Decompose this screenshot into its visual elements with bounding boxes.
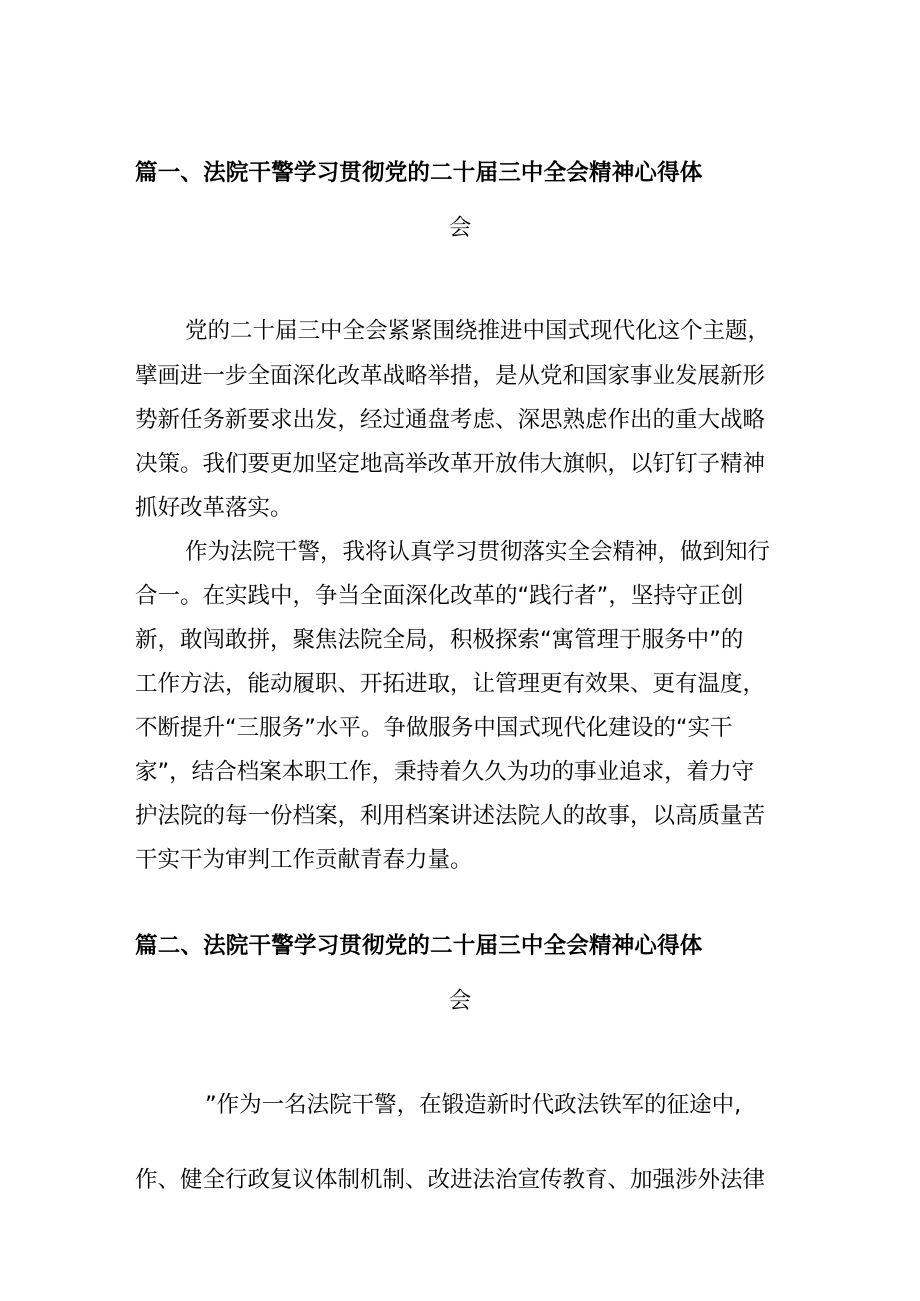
section1-heading-line2: 会: [448, 215, 472, 241]
paragraph-line: 护法院的每一份档案，利用档案讲述法院人的故事，以高质量苦: [135, 803, 766, 829]
paragraph-line: 新，敢闯敢拼，聚焦法院全局，积极探索“寓管理于服务中”的: [135, 627, 744, 653]
paragraph-line: 干实干为审判工作贡献青春力量。: [135, 847, 473, 873]
paragraph-line: 不断提升“三服务”水平。争做服务中国式现代化建设的“实干: [135, 715, 733, 741]
paragraph-line: 作、健全行政复议体制机制、改进法治宣传教育、加强涉外法律: [135, 1167, 766, 1193]
paragraph-line: 抓好改革落实。: [135, 495, 293, 521]
paragraph-line: 作为法院干警，我将认真学习贯彻落实全会精神，做到知行: [185, 539, 771, 565]
paragraph-line: 合一。在实践中，争当全面深化改革的“践行者”，坚持守正创: [135, 583, 744, 609]
paragraph-line: 擘画进一步全面深化改革战略举措，是从党和国家事业发展新形: [135, 363, 766, 389]
paragraph-line: ”作为一名法院干警，在锻造新时代政法铁军的征途中,: [205, 1092, 742, 1118]
section2-heading-line1: 篇二、法院干警学习贯彻党的二十届三中全会精神心得体: [135, 933, 703, 959]
paragraph-line: 党的二十届三中全会紧紧围绕推进中国式现代化这个主题，: [185, 318, 771, 344]
paragraph-line: 家”，结合档案本职工作，秉持着久久为功的事业追求，着力守: [135, 759, 755, 785]
paragraph-line: 决策。我们要更加坚定地高举改革开放伟大旗帜，以钉钉子精神: [135, 451, 766, 477]
section2-heading-line2: 会: [448, 988, 472, 1014]
section1-heading-line1: 篇一、法院干警学习贯彻党的二十届三中全会精神心得体: [135, 160, 703, 186]
paragraph-line: 工作方法，能动履职、开拓进取，让管理更有效果、更有温度，: [135, 671, 766, 697]
paragraph-line: 势新任务新要求出发，经过通盘考虑、深思熟虑作出的重大战略: [135, 407, 766, 433]
